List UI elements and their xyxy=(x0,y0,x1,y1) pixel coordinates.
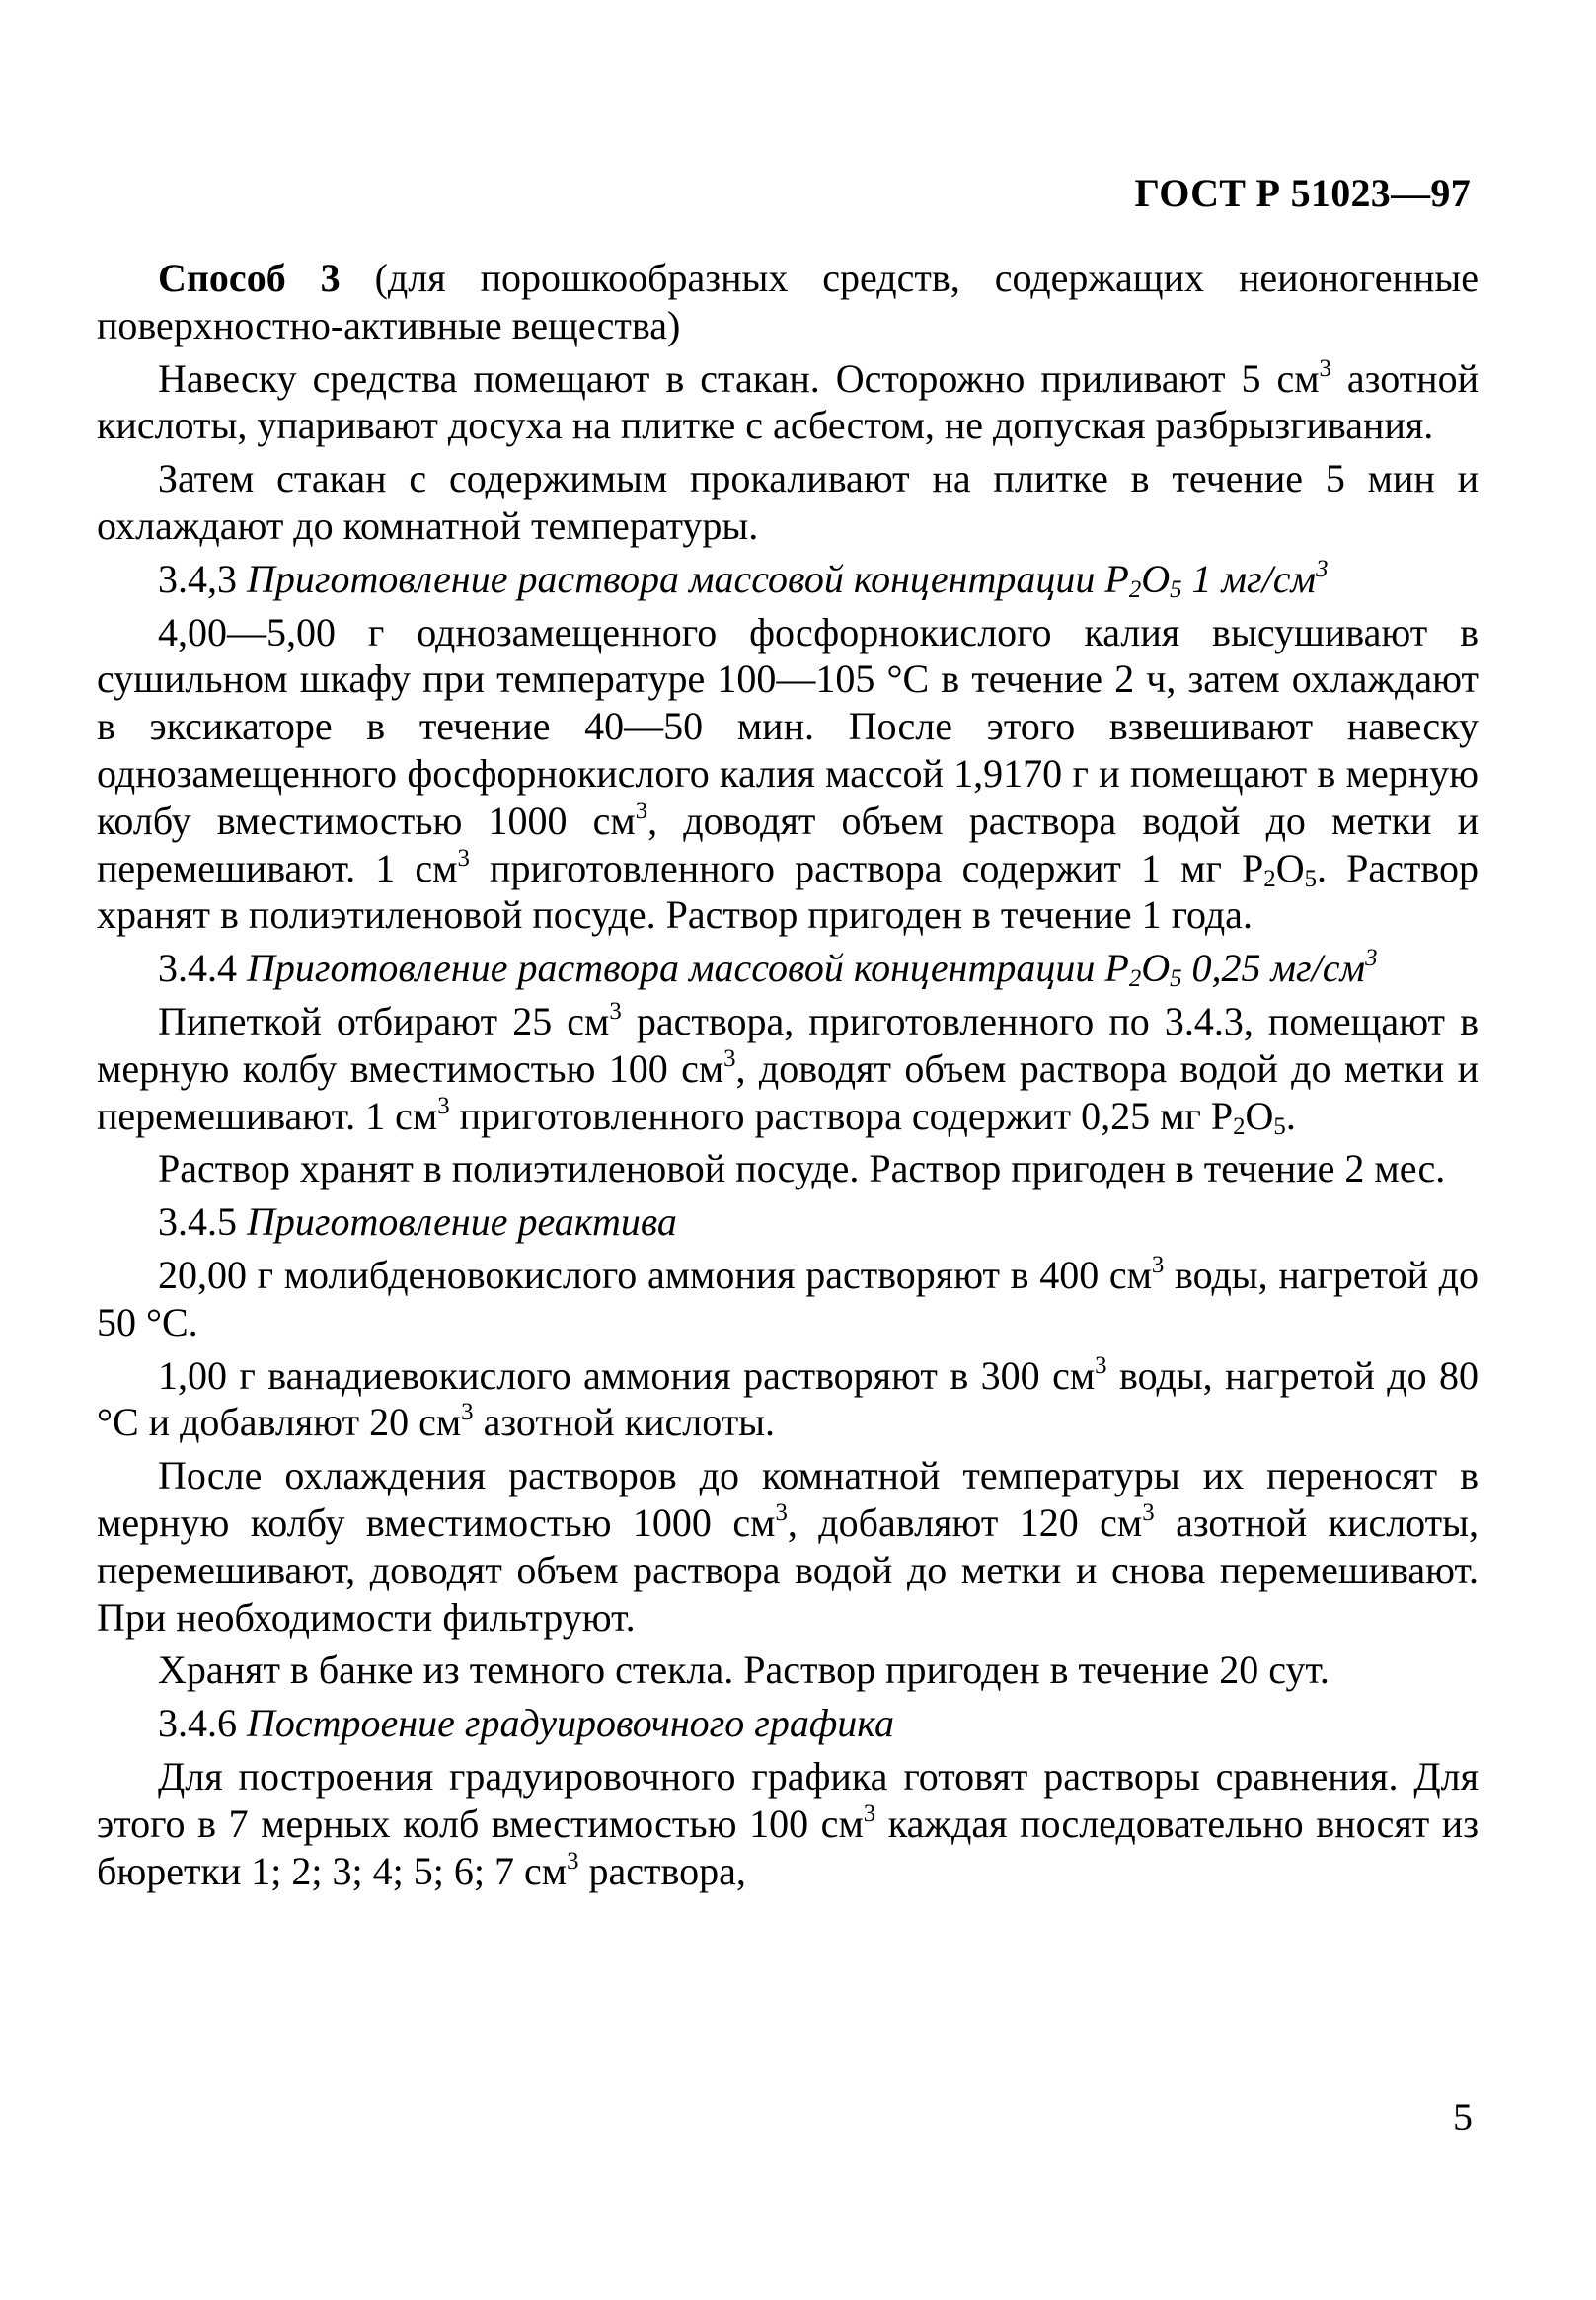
body-paragraph xyxy=(97,455,1479,550)
text-run: 3.4.5 xyxy=(158,1199,247,1245)
text-run: азотной кислоты. xyxy=(473,1400,776,1445)
text-run: азотной кислоты, упаривают досуха на плитке с асбестом, не допуская разбрызгивания. xyxy=(97,355,1479,448)
text-run: Приготовление раствора массовой концентрации P xyxy=(247,946,1129,991)
text-run: , добавляют 120 см xyxy=(787,1499,1143,1545)
text-run: 5 xyxy=(1170,575,1182,603)
text-run: 3 xyxy=(1319,354,1331,382)
text-run: O xyxy=(1245,1093,1274,1138)
text-run: 3 xyxy=(457,844,470,872)
text-run: 0,25 мг/см xyxy=(1181,946,1366,991)
text-run: 3.4,3 xyxy=(158,556,247,601)
text-run: 2 xyxy=(1128,575,1142,603)
text-run: 3 xyxy=(635,797,648,824)
body-paragraph xyxy=(97,355,1479,450)
text-run: раствора, xyxy=(578,1848,746,1893)
text-run: 20,00 г молибденовокислого аммония растворяют в 400 см xyxy=(158,1252,1152,1297)
body-paragraph xyxy=(97,1753,1479,1894)
text-run: 4,00—5,00 г однозамещенного фосфорнокислого калия высушивают в сушильном шкафу при температуре 100—105 °С в течение 2 ч, затем охлаждают в эксикаторе в течение 40—50 мин. После этого взвешивают навеску однозамещенного фосфорнокислого калия массой 1,9170 г и помещают в мерную колбу вместимостью 1000 см xyxy=(97,609,1479,843)
document-code-header: ГОСТ Р 51023—97 xyxy=(1134,171,1471,215)
body-paragraph xyxy=(97,1452,1479,1641)
text-run: 3 xyxy=(1316,555,1329,582)
text-run: 3 xyxy=(775,1498,788,1526)
text-run: O xyxy=(1141,946,1171,991)
body-paragraph xyxy=(97,1145,1479,1192)
page-number: 5 xyxy=(1453,2095,1473,2139)
text-run: Способ 3 xyxy=(158,256,341,300)
section-heading xyxy=(97,1700,1479,1747)
text-run: 5 xyxy=(1273,1112,1286,1140)
text-run: каждая последовательно вносят из бюретки 1; 2; 3; 4; 5; 6; 7 см xyxy=(97,1801,1479,1893)
text-run: После охлаждения растворов до комнатной температуры их переносят в мерную колбу вместимостью 1000 см xyxy=(97,1453,1479,1545)
section-heading xyxy=(97,1198,1479,1246)
body-paragraph xyxy=(97,255,1479,349)
text-run: Пипеткой отбирают 25 см xyxy=(158,998,610,1043)
text-run: Построение градуировочного графика xyxy=(247,1701,894,1746)
text-run: 2 xyxy=(1233,1112,1246,1140)
text-run: . Раствор хранят в полиэтиленовой посуде. Раствор пригоден в течение 1 года. xyxy=(97,845,1479,938)
text-run: 3.4.4 xyxy=(158,946,247,991)
section-heading xyxy=(97,556,1479,603)
text-run: , доводят объем раствора водой до метки и перемешивают. 1 см xyxy=(97,1045,1479,1138)
text-run: 5 xyxy=(1170,965,1182,993)
text-run: 2 xyxy=(1128,965,1142,993)
text-run: Раствор хранят в полиэтиленовой посуде. Раствор пригоден в течение 2 мес. xyxy=(158,1146,1446,1191)
text-run: 3 xyxy=(723,1044,736,1072)
text-run: 3 xyxy=(461,1399,474,1426)
text-run: приготовленного раствора содержит 1 мг P xyxy=(469,845,1264,890)
text-run: 3 xyxy=(1142,1498,1155,1526)
text-run: 3 xyxy=(437,1092,450,1119)
section-heading xyxy=(97,945,1479,992)
text-run: воды, нагретой до 50 °С. xyxy=(97,1252,1479,1344)
text-run: приготовленного раствора содержит 0,25 мг P xyxy=(449,1093,1234,1138)
text-run: азотной кислоты, перемешивают, доводят объем раствора водой до метки и снова перемешивают. При необходимости фильтруют. xyxy=(97,1499,1480,1640)
text-run: 3 xyxy=(567,1847,579,1875)
body-paragraph xyxy=(97,998,1479,1139)
text-run: Приготовление раствора массовой концентрации P xyxy=(247,556,1129,601)
text-run: Хранят в банке из темного стекла. Раствор пригоден в течение 20 сут. xyxy=(158,1648,1330,1693)
text-run: Затем стакан с содержимым прокаливают на плитке в течение 5 мин и охлаждают до комнатной температуры. xyxy=(97,456,1479,548)
text-run: 1,00 г ванадиевокислого аммония растворяют в 300 см xyxy=(158,1352,1096,1398)
text-run: O xyxy=(1141,556,1171,601)
text-run: 3 xyxy=(863,1800,876,1827)
text-run: 3 xyxy=(1365,945,1378,972)
text-run: 1 мг/см xyxy=(1181,556,1317,601)
text-run: воды, нагретой до 80 °С и добавляют 20 см xyxy=(97,1352,1479,1445)
body-paragraph xyxy=(97,609,1479,940)
text-run: 2 xyxy=(1263,865,1276,892)
body-paragraph xyxy=(97,1647,1479,1694)
text-run: 3.4.6 xyxy=(158,1701,247,1746)
text-run: , доводят объем раствора водой до метки и перемешивают. 1 см xyxy=(97,798,1479,890)
text-run: Приготовление реактива xyxy=(247,1199,677,1245)
text-run: раствора, приготовленного по 3.4.3, помещают в мерную колбу вместимостью 100 см xyxy=(97,998,1479,1091)
document-body xyxy=(97,255,1479,1900)
text-run: O xyxy=(1275,845,1305,890)
text-run: Навеску средства помещают в стакан. Осторожно приливают 5 см xyxy=(158,355,1320,401)
body-paragraph xyxy=(97,1352,1479,1447)
text-run: 3 xyxy=(1151,1251,1165,1278)
text-run: 3 xyxy=(609,997,622,1025)
body-paragraph xyxy=(97,1252,1479,1346)
text-run: . xyxy=(1285,1093,1296,1138)
text-run: 5 xyxy=(1304,865,1317,892)
text-run: (для порошкообразных средств, содержащих неионогенные поверхностно-активные вещества) xyxy=(97,256,1479,347)
text-run: 3 xyxy=(1095,1351,1107,1379)
text-run: Для построения градуировочного графика готовят растворы сравнения. Для этого в 7 мерных колб вместимостью 100 см xyxy=(97,1753,1479,1846)
